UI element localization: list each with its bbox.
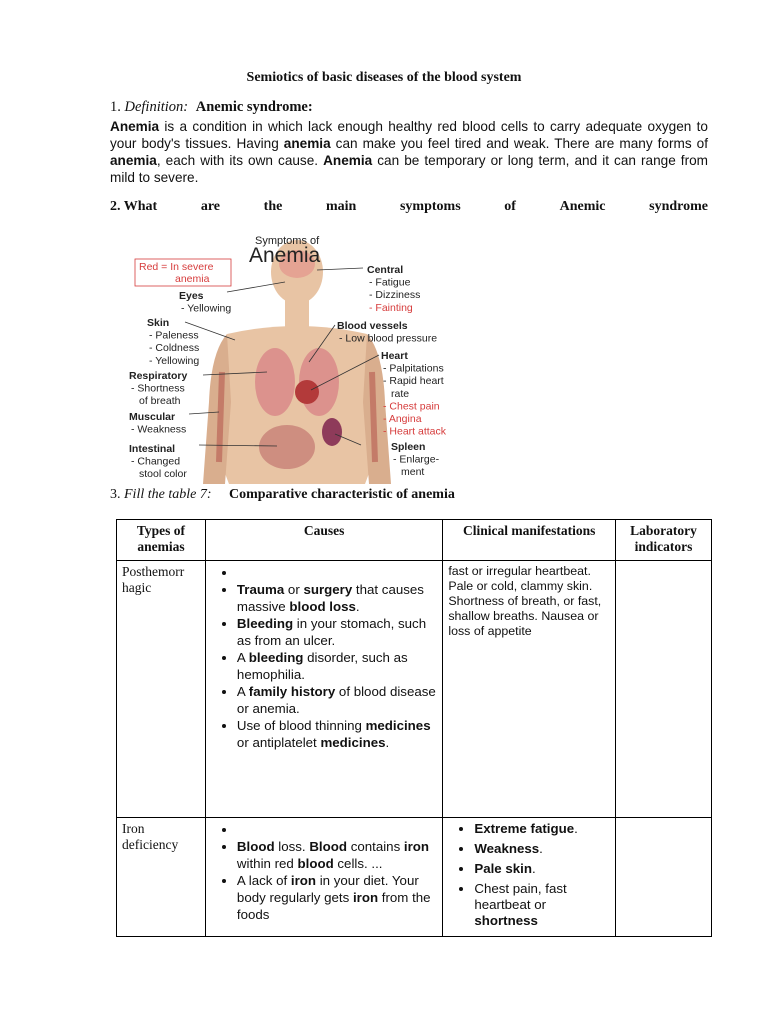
text-run: or	[284, 582, 304, 597]
header-laboratory: Laboratory indicators	[616, 520, 712, 561]
question-number: 1.	[110, 99, 121, 115]
bold-text: iron	[352, 890, 379, 905]
text-run: can be temporary or long term, and it can range from mild to severe.	[110, 153, 708, 185]
bold-text: iron	[290, 873, 317, 888]
bold-text: bleeding	[248, 650, 304, 665]
causes-list	[211, 821, 437, 923]
laboratory-cell	[616, 818, 712, 937]
text-run: A	[236, 684, 249, 699]
question-2	[110, 199, 708, 215]
list-item	[237, 564, 437, 581]
text-run: of blood disease or anemia.	[236, 684, 436, 716]
bold-text: blood	[297, 856, 334, 871]
bold-text: medicines	[320, 735, 386, 750]
symptom-item: - Heart attack	[383, 425, 447, 438]
bold-text: family history	[248, 684, 336, 699]
symptom-item: - Fainting	[369, 301, 413, 314]
table-header-row	[117, 520, 712, 561]
symptom-item: - Angina	[383, 413, 422, 425]
definition-paragraph	[110, 118, 708, 186]
symptom-group-heading: Central	[367, 264, 404, 276]
text-run: can make you feel tired and weak. There are many forms of	[330, 136, 708, 151]
symptom-item: - Coldness	[149, 342, 200, 355]
text-run: A	[236, 650, 249, 665]
list-item	[474, 841, 610, 857]
question-word: 2. What	[110, 199, 158, 214]
figure-legend	[135, 259, 231, 286]
bold-text: Weakness	[474, 841, 540, 856]
bold-text: Blood	[309, 839, 347, 854]
laboratory-cell	[616, 561, 712, 818]
symptom-item: - Yellowing	[181, 302, 232, 315]
bold-text: anemia	[283, 136, 331, 151]
question-word: syndrome	[649, 199, 708, 214]
clinical-text: fast or irregular heartbeat. Pale or cold, clammy skin. Shortness of breath, or fast, shallow breaths. Nausea or loss of appetite	[448, 564, 602, 638]
bold-text: Trauma	[236, 582, 285, 597]
symptom-item: - Weakness	[131, 423, 187, 436]
symptom-group-heading: Skin	[147, 317, 170, 329]
causes-cell	[205, 561, 442, 818]
question-topic: Comparative characteristic of anemia	[228, 487, 455, 502]
symptom-item: - Palpitations	[383, 362, 444, 375]
text-run: from the foods	[236, 890, 431, 922]
symptom-item: - Low blood pressure	[339, 332, 438, 345]
symptom-group-heading: Heart	[381, 350, 408, 362]
bold-text: Bleeding	[236, 616, 294, 631]
text-run: in your stomach, such as from an ulcer.	[236, 616, 427, 648]
symptom-item: rate	[391, 387, 410, 400]
list-item	[237, 615, 437, 649]
question-word: are	[200, 199, 221, 214]
text-run: .	[574, 821, 578, 836]
text-run: within red	[236, 856, 298, 871]
table-row	[117, 818, 712, 937]
question-1	[110, 99, 313, 116]
list-item	[237, 581, 437, 615]
text-run: Use of blood thinning	[236, 718, 366, 733]
text-run: .	[539, 841, 543, 856]
question-label: Definition:	[124, 99, 189, 115]
clinical-cell	[443, 561, 616, 818]
question-word: Anemic	[559, 199, 606, 214]
anemia-type-cell: Posthemorr hagic	[117, 561, 206, 818]
symptom-group-heading: Respiratory	[129, 370, 188, 382]
bold-text: medicines	[365, 718, 431, 733]
text-run: loss.	[274, 839, 310, 854]
list-item	[237, 838, 437, 872]
symptom-item: - Changed	[131, 455, 181, 468]
list-item	[474, 861, 610, 877]
symptom-item: - Chest pain	[383, 400, 440, 413]
bold-text: Blood	[236, 839, 275, 854]
text-run: .	[385, 735, 390, 750]
bold-text: Pale skin	[474, 861, 532, 876]
causes-list	[211, 564, 437, 751]
list-item	[237, 872, 437, 923]
bold-text: shortness	[474, 913, 538, 928]
text-run: that causes massive	[236, 582, 424, 614]
text-run: , each with its own cause.	[156, 153, 324, 168]
bold-text: Anemia	[110, 119, 160, 134]
bold-text: surgery	[303, 582, 353, 597]
header-types: Types of anemias	[117, 520, 206, 561]
text-run: .	[355, 599, 360, 614]
text-run: is a condition in which lack enough healthy red blood cells to carry adequate oxygen to your body's tissues. Having	[110, 119, 708, 151]
list-item	[237, 717, 437, 751]
anemia-comparison-table	[116, 519, 712, 937]
text-run: contains	[347, 839, 404, 854]
causes-cell	[205, 818, 442, 937]
symptom-item: - Yellowing	[149, 354, 200, 367]
bold-text: anemia	[110, 153, 157, 168]
symptom-group-heading: Blood vessels	[337, 320, 408, 332]
bold-text: Anemia	[323, 153, 373, 168]
question-topic: Anemic syndrome:	[195, 99, 313, 115]
symptom-item: - Dizziness	[369, 289, 421, 302]
text-run: .	[532, 861, 536, 876]
list-item	[237, 821, 437, 838]
text-run: cells. ...	[333, 856, 383, 871]
page-title: Semiotics of basic diseases of the blood system	[246, 70, 522, 85]
symptom-group-heading: Intestinal	[129, 443, 176, 455]
question-word: main	[325, 199, 357, 214]
header-clinical: Clinical manifestations	[443, 520, 616, 561]
symptom-item: - Enlarge-	[393, 453, 440, 466]
symptom-group-heading: Spleen	[391, 441, 426, 453]
bold-text: iron	[403, 839, 430, 854]
symptom-item: stool color	[139, 468, 187, 481]
text-run: disorder, such as hemophilia.	[236, 650, 408, 682]
anemia-symptoms-figure	[127, 222, 467, 484]
symptom-group-heading: Muscular	[129, 411, 176, 423]
symptom-item: - Shortness	[131, 382, 185, 395]
header-causes: Causes	[205, 520, 442, 561]
symptom-item: - Fatigue	[369, 276, 411, 289]
symptom-item: ment	[401, 466, 425, 479]
clinical-cell	[443, 818, 616, 937]
question-label: Fill the table 7:	[124, 487, 212, 502]
symptom-group-heading: Eyes	[179, 290, 204, 302]
list-item	[237, 649, 437, 683]
bold-text: Extreme fatigue	[474, 821, 575, 836]
list-item	[474, 881, 610, 929]
question-number: 3.	[110, 487, 121, 502]
question-word: of	[504, 199, 516, 214]
anemia-type-cell: Iron deficiency	[117, 818, 206, 937]
bold-text: blood loss	[289, 599, 356, 614]
text-run: in your diet. Your body regularly gets	[236, 873, 419, 905]
list-item	[237, 683, 437, 717]
text-run: A lack of	[236, 873, 291, 888]
figure-title-big: Anemia	[249, 244, 321, 267]
symptom-item: of breath	[139, 395, 181, 408]
question-3	[110, 487, 455, 503]
legend-line-2: anemia	[175, 273, 210, 285]
list-item	[474, 821, 610, 837]
table-row	[117, 561, 712, 818]
clinical-list	[448, 821, 610, 929]
question-word: symptoms	[399, 199, 461, 214]
legend-line-1: Red = In severe	[139, 261, 214, 273]
symptom-item: - Paleness	[149, 329, 199, 342]
text-run: or antiplatelet	[236, 735, 321, 750]
text-run: Chest pain, fast heartbeat or	[474, 881, 567, 912]
symptom-item: - Rapid heart	[383, 375, 444, 388]
question-word: the	[263, 199, 283, 214]
figure-title-small: Symptoms of	[255, 235, 320, 247]
